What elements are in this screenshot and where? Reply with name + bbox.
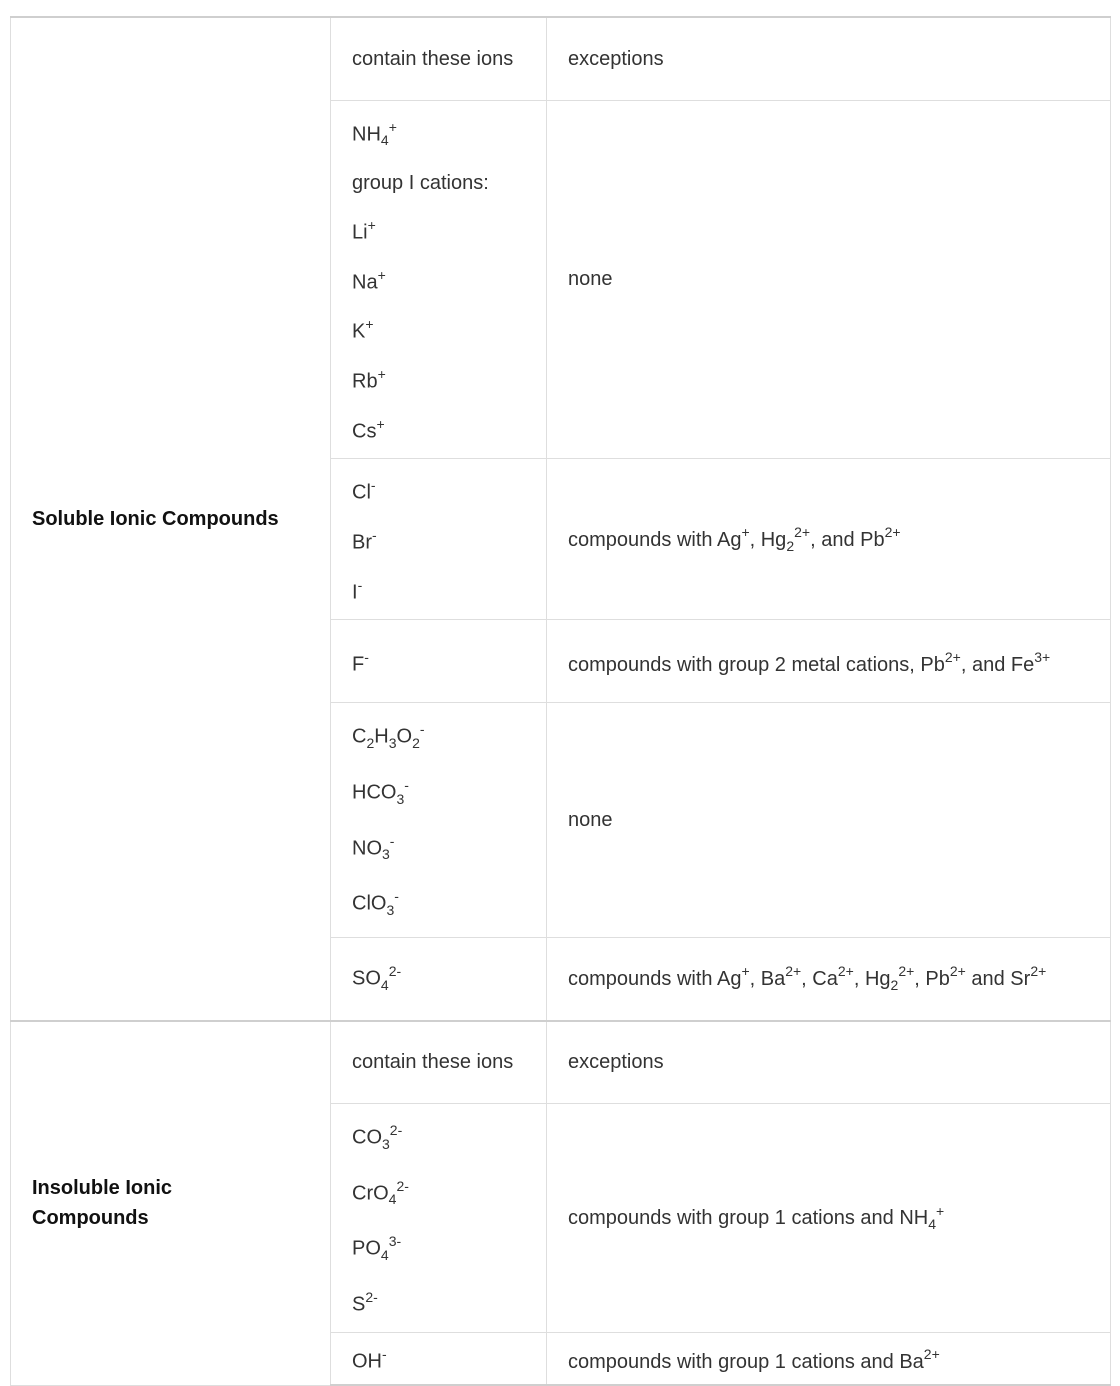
category-label: Soluble Ionic Compounds <box>32 507 279 530</box>
exceptions-text <box>568 1346 940 1373</box>
superscript: 2- <box>396 1177 409 1194</box>
text-segment: CO <box>352 1126 382 1149</box>
ions-column-header <box>331 1021 547 1104</box>
ion-item <box>352 643 525 680</box>
text-segment: F <box>352 653 365 676</box>
category-cell <box>11 1021 331 1386</box>
superscript: 2+ <box>884 524 901 541</box>
ion-list <box>352 1340 525 1377</box>
superscript: 2+ <box>785 963 802 980</box>
ions-cell <box>331 1104 547 1333</box>
text-segment: S <box>352 1293 366 1316</box>
exceptions-column-header <box>547 1021 1111 1104</box>
text-segment: , Hg <box>853 968 891 991</box>
ion-list <box>352 101 525 459</box>
ion-item <box>352 882 525 925</box>
exceptions-text <box>568 1202 945 1233</box>
ion-item <box>352 715 525 758</box>
ion-list <box>352 643 525 680</box>
text-segment: and Sr <box>965 968 1031 991</box>
ion-item <box>352 471 525 508</box>
group-header-row <box>11 1021 1111 1104</box>
text-segment: , Pb <box>914 968 950 991</box>
ion-item <box>352 168 525 198</box>
superscript: 2+ <box>923 1346 940 1363</box>
superscript: 2+ <box>898 963 915 980</box>
superscript: + <box>377 366 386 383</box>
text-segment: HCO <box>352 781 397 804</box>
superscript: + <box>388 118 397 135</box>
superscript: + <box>936 1202 945 1219</box>
subscript: 4 <box>388 1191 397 1208</box>
ions-cell <box>331 1332 547 1385</box>
exceptions-cell <box>547 620 1111 703</box>
text-segment: , Ca <box>801 968 838 991</box>
superscript: - <box>389 832 395 849</box>
superscript: - <box>372 527 377 544</box>
superscript: 2+ <box>949 963 966 980</box>
ion-item <box>352 957 525 1000</box>
text-segment: OH <box>352 1350 382 1373</box>
superscript: + <box>377 266 386 283</box>
exceptions-cell <box>547 459 1111 620</box>
text-segment: CrO <box>352 1182 389 1205</box>
text-segment: none <box>568 809 613 832</box>
superscript: + <box>365 316 374 333</box>
superscript: 2+ <box>944 649 961 666</box>
category-label: Insoluble Ionic Compounds <box>32 1177 173 1230</box>
subscript: 4 <box>380 977 389 994</box>
text-segment: , and Fe <box>960 653 1035 676</box>
text-segment: H <box>374 726 389 749</box>
subscript: 3 <box>386 902 395 919</box>
exceptions-text <box>568 268 613 290</box>
subscript: 3 <box>382 846 390 863</box>
exceptions-cell <box>547 938 1111 1021</box>
text-segment: compounds with group 2 metal cations, Pb <box>568 653 945 676</box>
superscript: + <box>741 963 750 980</box>
superscript: 3- <box>388 1233 402 1250</box>
ions-cell <box>331 938 547 1021</box>
exceptions-column-header <box>547 17 1111 100</box>
superscript: + <box>741 524 750 541</box>
ions-column-header <box>331 17 547 100</box>
solubility-rules-table <box>10 16 1111 1386</box>
exceptions-cell <box>547 100 1111 459</box>
ions-cell <box>331 459 547 620</box>
text-segment: Li <box>352 221 368 244</box>
text-segment: , Hg <box>749 528 787 551</box>
text-segment: Cs <box>352 420 377 443</box>
ion-item <box>352 1172 525 1215</box>
ion-item <box>352 521 525 558</box>
exceptions-header-label: exceptions <box>568 1051 664 1074</box>
text-segment: group I cations: <box>352 172 489 195</box>
text-segment: , Ba <box>749 968 786 991</box>
exceptions-text <box>568 963 1047 994</box>
text-segment: Cl <box>352 482 371 505</box>
exceptions-cell <box>547 1104 1111 1333</box>
ions-header-label: contain these ions <box>352 1051 514 1074</box>
superscript: - <box>419 721 425 738</box>
text-segment: NO <box>352 837 382 860</box>
text-segment: K <box>352 321 366 344</box>
text-segment: compounds with group 1 cations and NH <box>568 1207 929 1230</box>
superscript: 3+ <box>1034 649 1051 666</box>
text-segment: I <box>352 581 358 604</box>
text-segment: NH <box>352 123 381 146</box>
subscript: 4 <box>380 1247 389 1263</box>
ion-item <box>352 360 525 397</box>
exceptions-text <box>568 649 1051 676</box>
ion-item <box>352 1116 525 1159</box>
ion-item <box>352 571 525 608</box>
text-segment: Rb <box>352 370 378 393</box>
superscript: 2+ <box>794 524 811 541</box>
ion-item <box>352 1283 525 1320</box>
ion-list <box>352 459 525 619</box>
text-segment: Br <box>352 531 372 554</box>
ion-item <box>352 771 525 814</box>
superscript: 2+ <box>837 963 854 980</box>
ions-cell <box>331 620 547 703</box>
ion-list <box>352 957 525 1000</box>
superscript: - <box>357 576 363 593</box>
text-segment: C <box>352 726 367 749</box>
text-segment: SO <box>352 968 381 991</box>
ion-item <box>352 827 525 870</box>
subscript: 2 <box>890 977 899 994</box>
exceptions-cell <box>547 1332 1111 1385</box>
ion-item <box>352 310 525 347</box>
exceptions-header-label: exceptions <box>568 47 664 70</box>
exceptions-cell <box>547 703 1111 938</box>
superscript: + <box>376 415 385 432</box>
superscript: + <box>367 217 376 234</box>
subscript: 2 <box>412 735 420 752</box>
ion-list <box>352 703 525 937</box>
text-segment: , and Pb <box>810 528 885 551</box>
text-segment: compounds with group 1 cations and Ba <box>568 1350 924 1373</box>
table-body <box>11 17 1111 1385</box>
text-segment: compounds with Ag <box>568 968 742 991</box>
ions-cell <box>331 100 547 459</box>
ions-cell <box>331 703 547 938</box>
text-segment: PO <box>352 1238 381 1260</box>
text-segment: Na <box>352 271 378 294</box>
exceptions-text <box>568 809 613 831</box>
superscript: 2+ <box>1030 963 1047 980</box>
text-segment: ClO <box>352 893 387 916</box>
subscript: 4 <box>928 1216 937 1233</box>
subscript: 3 <box>382 1135 390 1152</box>
ion-item <box>352 211 525 248</box>
ion-item <box>352 113 525 156</box>
group-header-row <box>11 17 1111 100</box>
subscript: 3 <box>396 790 405 807</box>
superscript: 2- <box>365 1289 378 1305</box>
ions-header-label: contain these ions <box>352 47 514 70</box>
text-segment: compounds with Ag <box>568 528 742 551</box>
superscript: - <box>394 888 399 905</box>
superscript: - <box>404 777 409 794</box>
ion-item <box>352 1227 525 1270</box>
ion-item <box>352 410 525 447</box>
text-segment: none <box>568 268 613 291</box>
ion-list <box>352 1104 525 1332</box>
superscript: 2- <box>389 1122 403 1139</box>
exceptions-text <box>568 524 901 554</box>
subscript: 2 <box>786 537 795 554</box>
superscript: - <box>382 1346 387 1363</box>
text-segment: O <box>396 726 413 749</box>
ion-item <box>352 261 525 298</box>
subscript: 4 <box>380 132 389 149</box>
ion-item <box>352 1340 525 1377</box>
superscript: 2- <box>388 963 402 980</box>
superscript: - <box>364 649 369 666</box>
subscript: 3 <box>388 735 397 752</box>
superscript: - <box>370 477 376 494</box>
category-cell <box>11 17 331 1021</box>
subscript: 2 <box>366 735 375 752</box>
